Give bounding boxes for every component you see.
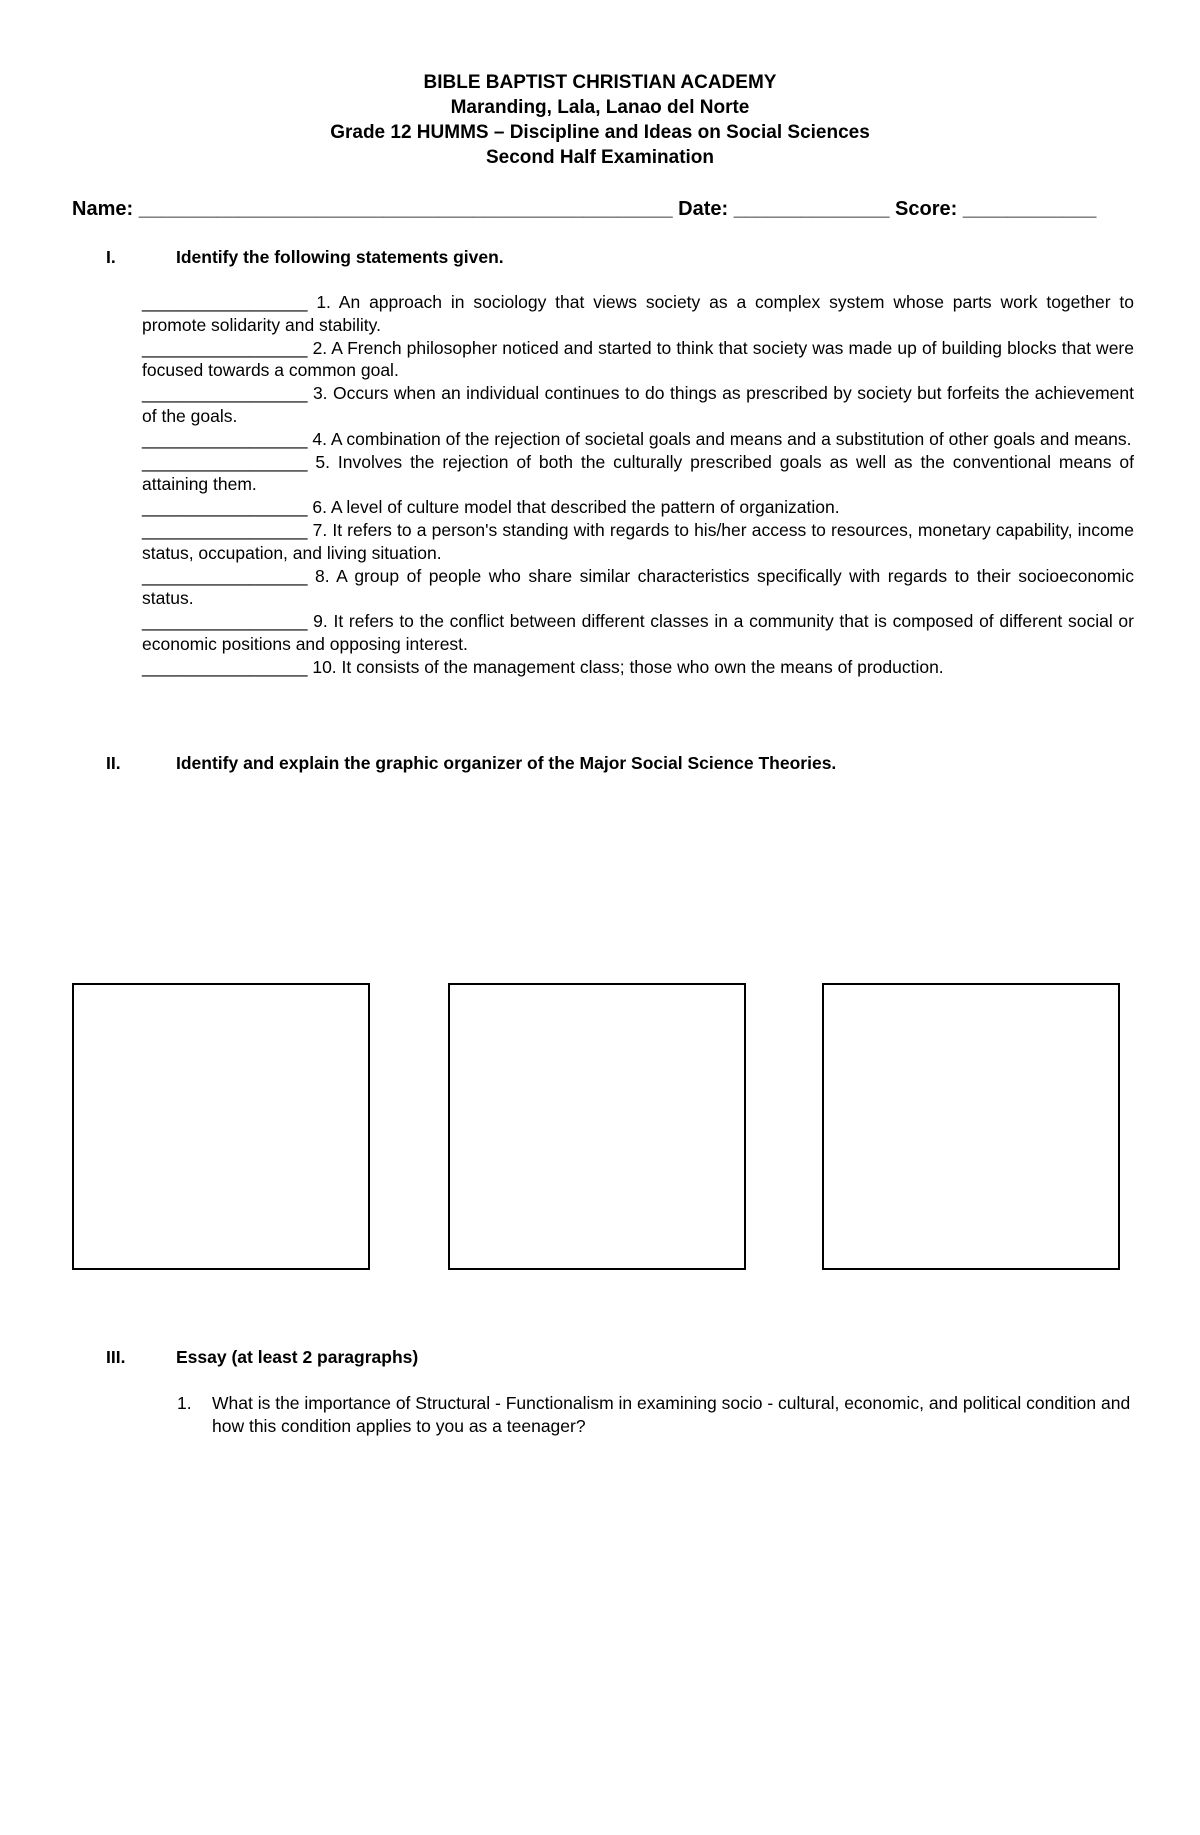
item-text: 1. An approach in sociology that views society as a complex system whose parts work together to promote solidarity and stability. <box>142 292 1134 335</box>
answer-blank[interactable]: _________________ <box>142 292 308 312</box>
answer-blank[interactable]: _________________ <box>142 497 308 518</box>
item-text: 4. A combination of the rejection of societal goals and means and a substitution of other goals and means. <box>312 428 1132 449</box>
answer-blank[interactable]: _________________ <box>142 383 308 404</box>
essay-question-text: What is the importance of Structural - Functionalism in examining socio - cultural, economic, and political condition and how this condition applies to you as a teenager? <box>212 1393 1131 1436</box>
answer-blank[interactable]: _________________ <box>142 451 308 472</box>
score-label: Score: <box>895 198 958 220</box>
date-field[interactable]: ______________ <box>733 198 890 220</box>
identification-item <box>142 656 1134 679</box>
score-field[interactable]: ____________ <box>962 198 1097 220</box>
name-field[interactable]: ________________________________________________ <box>138 198 673 220</box>
identification-item <box>142 382 1134 428</box>
identification-item <box>142 519 1134 565</box>
student-info-row <box>72 198 1132 221</box>
answer-blank[interactable]: _________________ <box>142 611 308 632</box>
identification-item <box>142 496 1134 519</box>
identification-item <box>142 337 1134 383</box>
identification-item <box>142 565 1134 611</box>
section-3-title: Essay (at least 2 paragraphs) <box>176 1347 419 1367</box>
section-2-number: II. <box>106 753 121 773</box>
organizer-box-3[interactable] <box>822 983 1120 1270</box>
identification-item <box>142 451 1134 497</box>
answer-blank[interactable]: _________________ <box>142 337 308 358</box>
identification-items <box>142 291 1134 679</box>
item-text: 3. Occurs when an individual continues to do things as prescribed by society but forfeits the achievement of the goals. <box>142 383 1134 426</box>
identification-item <box>142 610 1134 656</box>
section-1-title: Identify the following statements given. <box>176 247 504 267</box>
section-2-heading <box>106 753 836 774</box>
identification-item <box>142 428 1134 451</box>
school-name: BIBLE BAPTIST CHRISTIAN ACADEMY <box>423 72 777 93</box>
name-label: Name: <box>72 198 134 220</box>
essay-question-number: 1. <box>177 1393 192 1413</box>
exam-header <box>0 70 1200 170</box>
item-text: 10. It consists of the management class; those who own the means of production. <box>312 656 944 677</box>
item-text: 8. A group of people who share similar characteristics specifically with regards to their socioeconomic status. <box>142 565 1134 609</box>
answer-blank[interactable]: _________________ <box>142 519 308 540</box>
section-2-title: Identify and explain the graphic organizer of the Major Social Science Theories. <box>176 753 837 773</box>
section-1-number: I. <box>106 247 116 267</box>
date-label: Date: <box>678 198 729 220</box>
answer-blank[interactable]: _________________ <box>142 428 308 449</box>
school-address: Maranding, Lala, Lanao del Norte <box>450 97 750 118</box>
course-title: Grade 12 HUMMS – Discipline and Ideas on Social Sciences <box>330 122 870 143</box>
essay-question <box>177 1392 1135 1438</box>
organizer-box-2[interactable] <box>448 983 746 1270</box>
item-text: 2. A French philosopher noticed and started to think that society was made up of building blocks that were focused towards a common goal. <box>142 337 1134 381</box>
section-3-heading <box>106 1347 418 1368</box>
item-text: 5. Involves the rejection of both the culturally prescribed goals as well as the conventional means of attaining them. <box>142 451 1134 495</box>
identification-item <box>142 291 1134 337</box>
exam-title: Second Half Examination <box>485 147 715 168</box>
section-1-heading <box>106 247 504 268</box>
answer-blank[interactable]: _________________ <box>142 656 308 677</box>
item-text: 7. It refers to a person's standing with regards to his/her access to resources, monetary capability, income status, occupation, and living situation. <box>142 519 1134 563</box>
answer-blank[interactable]: _________________ <box>142 565 308 586</box>
organizer-box-1[interactable] <box>72 983 370 1270</box>
item-text: 9. It refers to the conflict between different classes in a community that is composed of different social or economic positions and opposing interest. <box>142 611 1134 654</box>
section-3-number: III. <box>106 1347 126 1367</box>
item-text: 6. A level of culture model that described the pattern of organization. <box>312 497 840 518</box>
